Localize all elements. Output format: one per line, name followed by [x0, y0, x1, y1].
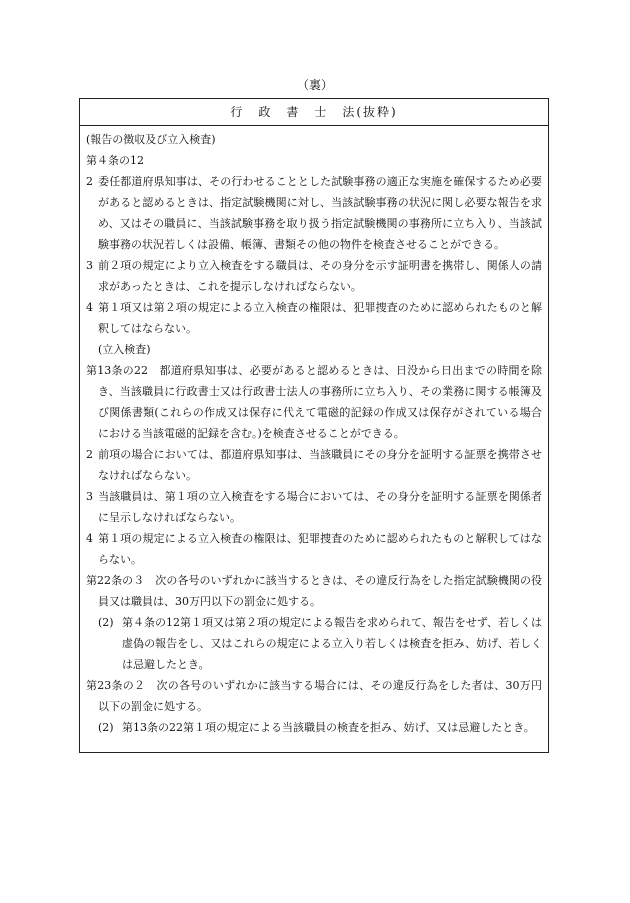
list-item — [86, 717, 542, 738]
paragraph — [86, 444, 542, 486]
document-frame — [79, 98, 549, 753]
article-text: 第23条の２ 次の各号のいずれかに該当する場合には、その違反行為をした者は、30万円以下の罰金に処する。 — [86, 679, 542, 713]
paragraph-text: 委任都道府県知事は、その行わせることとした試験事務の適正な実施を確保するため必要があると認めるときは、指定試験機関に対し、当該試験事務の状況に関し必要な報告を求め、又はその職員に、当該試験事務を取り扱う指定試験機関の事務所に立ち入り、当該試験事務の状況若しくは設備、帳簿、書類その他の物件を検査させることができる。 — [98, 175, 542, 251]
paragraph — [86, 297, 542, 339]
paragraph — [86, 171, 542, 255]
article-text: 第13条の22 都道府県知事は、必要があると認めるときは、日没から日出までの時間を除き、当該職員に行政書士又は行政書士法人の事務所に立ち入り、その業務に関する帳簿及び関係書類(これらの作成又は保存に代えて電磁的記録の作成又は保存がされている場合における当該電磁的記録を含む。)を検査させることができる。 — [86, 364, 542, 440]
item-number: (2) — [98, 721, 114, 734]
section-heading: (報告の徴収及び立入検査) — [86, 133, 216, 146]
paragraph-number: 2 — [86, 175, 93, 188]
document-title: 行 政 書 士 法(抜粋) — [80, 104, 548, 126]
item-text: 第13条の22第１項の規定による当該職員の検査を拒み、妨げ、又は忌避したとき。 — [122, 721, 535, 734]
paragraph — [86, 528, 542, 570]
document-body — [80, 126, 548, 738]
paragraph-number: 3 — [86, 490, 93, 503]
paragraph — [86, 255, 542, 297]
paragraph-text: 前２項の規定により立入検査をする職員は、その身分を示す証明書を携帯し、関係人の請求があったときは、これを提示しなければならない。 — [98, 259, 542, 293]
page-header: （裏） — [296, 78, 333, 92]
paragraph-text: 前項の場合においては、都道府県知事は、当該職員にその身分を証明する証票を携帯させなければならない。 — [98, 448, 542, 482]
paragraph-text: 第１項又は第２項の規定による立入検査の権限は、犯罪捜査のために認められたものと解釈してはならない。 — [98, 301, 542, 335]
paragraph-number: 4 — [86, 301, 93, 314]
paragraph-text: 当該職員は、第１項の立入検査をする場合においては、その身分を証明する証票を関係者に呈示しなければならない。 — [98, 490, 542, 524]
item-text: 第４条の12第１項又は第２項の規定による報告を求められて、報告をせず、若しくは虚偽の報告をし、又はこれらの規定による立入り若しくは検査を拒み、妨げ、若しくは忌避したとき。 — [122, 616, 542, 671]
paragraph-number: 3 — [86, 259, 93, 272]
paragraph — [86, 486, 542, 528]
paragraph-number: 4 — [86, 532, 93, 545]
section-heading: (立入検査) — [98, 343, 151, 356]
article-number: 第４条の12 — [86, 154, 144, 167]
item-number: (2) — [98, 616, 114, 629]
article-text: 第22条の３ 次の各号のいずれかに該当するときは、その違反行為をした指定試験機関の役員又は職員は、30万円以下の罰金に処する。 — [86, 574, 542, 608]
paragraph-text: 第１項の規定による立入検査の権限は、犯罪捜査のために認められたものと解釈してはならない。 — [98, 532, 542, 566]
list-item — [86, 612, 542, 675]
paragraph-number: 2 — [86, 448, 93, 461]
